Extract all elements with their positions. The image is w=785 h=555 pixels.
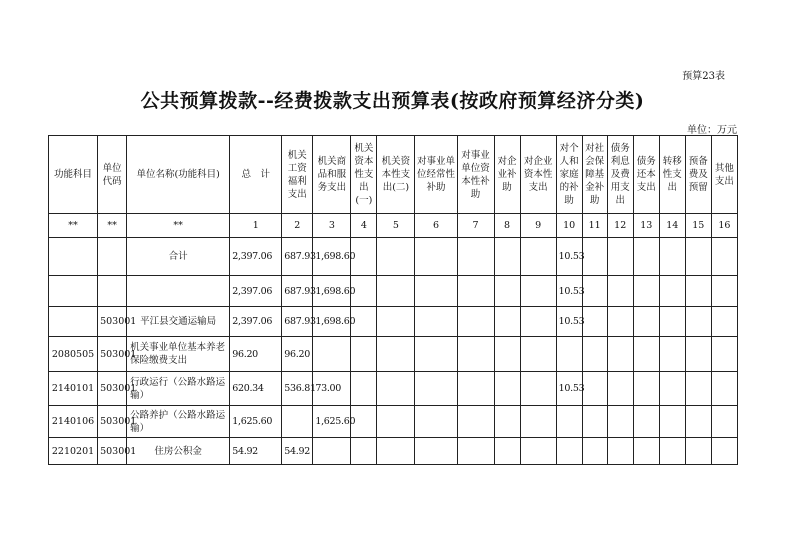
empty-cell [520,372,556,406]
household-subsidy-cell [556,406,582,438]
household-subsidy-cell: 10.53 [556,307,582,337]
unit-code-cell: 503001 [98,307,127,337]
goods-services-cell: 73.00 [313,372,351,406]
table-row [49,276,738,307]
empty-cell [415,406,457,438]
empty-cell [494,406,520,438]
goods-services-cell: 1,698.60 [313,307,351,337]
header-cell: 总 计 [230,136,282,214]
empty-cell [415,276,457,307]
index-cell: 13 [633,214,659,238]
index-cell: 2 [282,214,313,238]
index-cell: 14 [659,214,685,238]
empty-cell [659,372,685,406]
index-cell: 1 [230,214,282,238]
empty-cell [582,406,607,438]
salary-cell: 687.93 [282,276,313,307]
unit-code-cell: 503001 [98,438,127,465]
budget-table [48,135,738,465]
header-cell: 机关商品和服务支出 [313,136,351,214]
table-row [49,372,738,406]
empty-cell [659,276,685,307]
header-cell: 功能科目 [49,136,98,214]
goods-services-cell [313,438,351,465]
table-row [49,337,738,372]
household-subsidy-cell: 10.53 [556,276,582,307]
unit-code-cell: 503001 [98,337,127,372]
unit-name-cell: 公路养护（公路水路运输） [127,406,230,438]
table-number: 预算23表 [682,71,725,82]
goods-services-cell: 1,625.60 [313,406,351,438]
empty-cell [633,307,659,337]
empty-cell [582,337,607,372]
index-cell: ** [127,214,230,238]
header-cell: 对企业资本性支出 [520,136,556,214]
index-cell: 15 [685,214,711,238]
unit-code-cell [98,238,127,276]
function-code-cell: 2210201 [49,438,98,465]
header-cell: 单位名称(功能科目) [127,136,230,214]
empty-cell [520,438,556,465]
salary-cell [282,406,313,438]
function-code-cell [49,307,98,337]
empty-cell [659,238,685,276]
index-cell: 10 [556,214,582,238]
empty-cell [582,438,607,465]
index-cell: 3 [313,214,351,238]
header-cell: 单位代码 [98,136,127,214]
index-cell: 6 [415,214,457,238]
function-code-cell: 2140106 [49,406,98,438]
header-cell: 对事业单位资本性补助 [457,136,494,214]
household-subsidy-cell: 10.53 [556,238,582,276]
empty-cell [582,307,607,337]
total-cell: 96.20 [230,337,282,372]
empty-cell [457,372,494,406]
unit-code-cell [98,276,127,307]
header-cell: 对企业补助 [494,136,520,214]
page-title: 公共预算拨款--经费拨款支出预算表(按政府预算经济分类) [140,90,645,112]
empty-cell [685,438,711,465]
empty-cell [494,307,520,337]
index-cell: 4 [351,214,377,238]
empty-cell [582,276,607,307]
empty-cell [520,337,556,372]
function-code-cell [49,276,98,307]
total-cell: 54.92 [230,438,282,465]
total-cell: 1,625.60 [230,406,282,438]
unit-name-cell: 行政运行（公路水路运输） [127,372,230,406]
header-cell: 对事业单位经常性补助 [415,136,457,214]
empty-cell [377,406,415,438]
empty-cell [457,337,494,372]
empty-cell [607,372,633,406]
salary-cell: 687.93 [282,238,313,276]
empty-cell [415,337,457,372]
salary-cell: 54.92 [282,438,313,465]
unit-code-cell: 503001 [98,406,127,438]
unit-name-cell [127,276,230,307]
empty-cell [711,438,737,465]
empty-cell [415,372,457,406]
empty-cell [633,406,659,438]
empty-cell [520,406,556,438]
header-cell: 机关资本性支出(一) [351,136,377,214]
empty-cell [633,372,659,406]
table-row [49,406,738,438]
empty-cell [415,307,457,337]
empty-cell [607,307,633,337]
empty-cell [494,438,520,465]
header-cell: 预备费及预留 [685,136,711,214]
empty-cell [711,238,737,276]
empty-cell [685,307,711,337]
empty-cell [457,276,494,307]
salary-cell: 687.93 [282,307,313,337]
index-cell: 11 [582,214,607,238]
empty-cell [711,337,737,372]
function-code-cell: 2080505 [49,337,98,372]
salary-cell: 536.81 [282,372,313,406]
index-cell: ** [49,214,98,238]
empty-cell [685,276,711,307]
empty-cell [494,337,520,372]
empty-cell [685,337,711,372]
empty-cell [659,337,685,372]
empty-cell [685,372,711,406]
empty-cell [520,276,556,307]
empty-cell [633,337,659,372]
empty-cell [457,406,494,438]
header-cell: 转移性支出 [659,136,685,214]
empty-cell [377,307,415,337]
header-cell: 机关资本性支出(二) [377,136,415,214]
empty-cell [351,337,377,372]
empty-cell [633,238,659,276]
index-cell: 5 [377,214,415,238]
empty-cell [494,276,520,307]
index-row [49,214,738,238]
salary-cell: 96.20 [282,337,313,372]
empty-cell [607,238,633,276]
empty-cell [607,337,633,372]
empty-cell [377,438,415,465]
empty-cell [457,438,494,465]
goods-services-cell: 1,698.60 [313,276,351,307]
header-cell: 其他支出 [711,136,737,214]
goods-services-cell: 1,698.60 [313,238,351,276]
total-cell: 2,397.06 [230,276,282,307]
empty-cell [520,307,556,337]
header-cell: 债务还本支出 [633,136,659,214]
empty-cell [711,406,737,438]
empty-cell [633,438,659,465]
empty-cell [520,238,556,276]
total-cell: 2,397.06 [230,238,282,276]
total-cell: 620.34 [230,372,282,406]
header-cell: 债务利息及费用支出 [607,136,633,214]
empty-cell [351,438,377,465]
empty-cell [582,372,607,406]
table-row [49,438,738,465]
empty-cell [607,276,633,307]
empty-cell [494,238,520,276]
household-subsidy-cell [556,337,582,372]
function-code-cell [49,238,98,276]
empty-cell [377,276,415,307]
table-row [49,238,738,276]
index-cell: 9 [520,214,556,238]
empty-cell [685,406,711,438]
header-cell: 对社会保障基金补助 [582,136,607,214]
empty-cell [351,372,377,406]
household-subsidy-cell [556,438,582,465]
unit-name-cell: 住房公积金 [127,438,230,465]
goods-services-cell [313,337,351,372]
empty-cell [659,438,685,465]
empty-cell [607,438,633,465]
index-cell: 8 [494,214,520,238]
unit-code-cell: 503001 [98,372,127,406]
empty-cell [633,276,659,307]
header-row [49,136,738,214]
index-cell: 7 [457,214,494,238]
empty-cell [457,238,494,276]
empty-cell [494,372,520,406]
empty-cell [415,238,457,276]
empty-cell [377,337,415,372]
empty-cell [457,307,494,337]
unit-label: 单位：万元 [687,125,737,136]
empty-cell [377,372,415,406]
index-cell: 16 [711,214,737,238]
empty-cell [607,406,633,438]
household-subsidy-cell: 10.53 [556,372,582,406]
empty-cell [582,238,607,276]
index-cell: 12 [607,214,633,238]
function-code-cell: 2140101 [49,372,98,406]
empty-cell [415,438,457,465]
empty-cell [685,238,711,276]
empty-cell [711,276,737,307]
empty-cell [659,406,685,438]
empty-cell [711,372,737,406]
empty-cell [711,307,737,337]
index-cell: ** [98,214,127,238]
total-cell: 2,397.06 [230,307,282,337]
unit-name-cell: 合计 [127,238,230,276]
unit-name-cell: 机关事业单位基本养老保险缴费支出 [127,337,230,372]
empty-cell [659,307,685,337]
header-cell: 机关工资福利支出 [282,136,313,214]
empty-cell [377,238,415,276]
unit-name-cell: 平江县交通运输局 [127,307,230,337]
table-row [49,307,738,337]
header-cell: 对个人和家庭的补助 [556,136,582,214]
